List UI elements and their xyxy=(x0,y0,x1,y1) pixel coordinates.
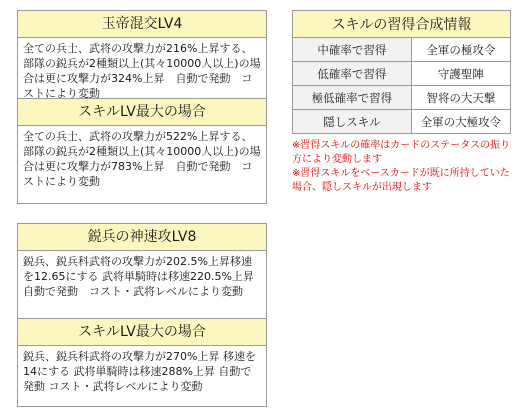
skill-card-1-title: 玉帝混交LV4 xyxy=(18,11,266,38)
row-label: 極低確率で習得 xyxy=(293,86,412,110)
skill-card-1-max-desc: 全ての兵士、武将の攻撃力が522%上昇する、部隊の鋭兵が2種類以上(其々10000人以上)の場合は更に攻撃力が783%上昇 自動で発動 コストにより変動 xyxy=(23,130,261,188)
skill-acquisition-table xyxy=(292,10,511,134)
row-value: 守護聖陣 xyxy=(411,62,510,86)
table-row xyxy=(293,38,511,62)
skill-card-2-max-desc: 鋭兵、鋭兵科武将の攻撃力が270%上昇 移速を14にする 武将単騎時は移速288%上昇 自動で発動 コスト・武将レベルにより変動 xyxy=(23,350,256,393)
skill-card-1 xyxy=(17,10,267,204)
skill-card-2-desc: 鋭兵、鋭兵科武将の攻撃力が202.5%上昇移速を12.65にする 武将単騎時は移速220.5%上昇 自動で発動 コスト・武将レベルにより変動 xyxy=(18,251,266,319)
skill-card-1-subtitle: スキルLV最大の場合 xyxy=(18,99,266,126)
acquisition-note-2: ※習得スキルをベースカードが既に所持していた場合、隠しスキルが出現します xyxy=(292,168,510,193)
skill-card-2 xyxy=(17,223,267,407)
row-value: 全軍の大極攻令 xyxy=(411,110,510,134)
row-label: 低確率で習得 xyxy=(293,62,412,86)
skill-card-2-title: 鋭兵の神速攻LV8 xyxy=(18,224,266,251)
row-value: 全軍の極攻令 xyxy=(411,38,510,62)
skill-card-1-desc: 全ての兵士、武将の攻撃力が216%上昇する、部隊の鋭兵が2種類以上(其々10000人以上)の場合は更に攻撃力が324%上昇 自動で発動 コストにより変動 xyxy=(18,38,266,99)
table-row xyxy=(293,110,511,134)
row-label: 隠しスキル xyxy=(293,110,412,134)
row-label: 中確率で習得 xyxy=(293,38,412,62)
skill-table-title: スキルの習得合成情報 xyxy=(293,11,511,38)
row-value: 智将の大天撃 xyxy=(411,86,510,110)
acquisition-note-1: ※習得スキルの確率はカードのステータスの振り方により変動します xyxy=(292,140,511,165)
table-row xyxy=(293,86,511,110)
skill-card-2-subtitle: スキルLV最大の場合 xyxy=(18,319,266,346)
table-row xyxy=(293,62,511,86)
